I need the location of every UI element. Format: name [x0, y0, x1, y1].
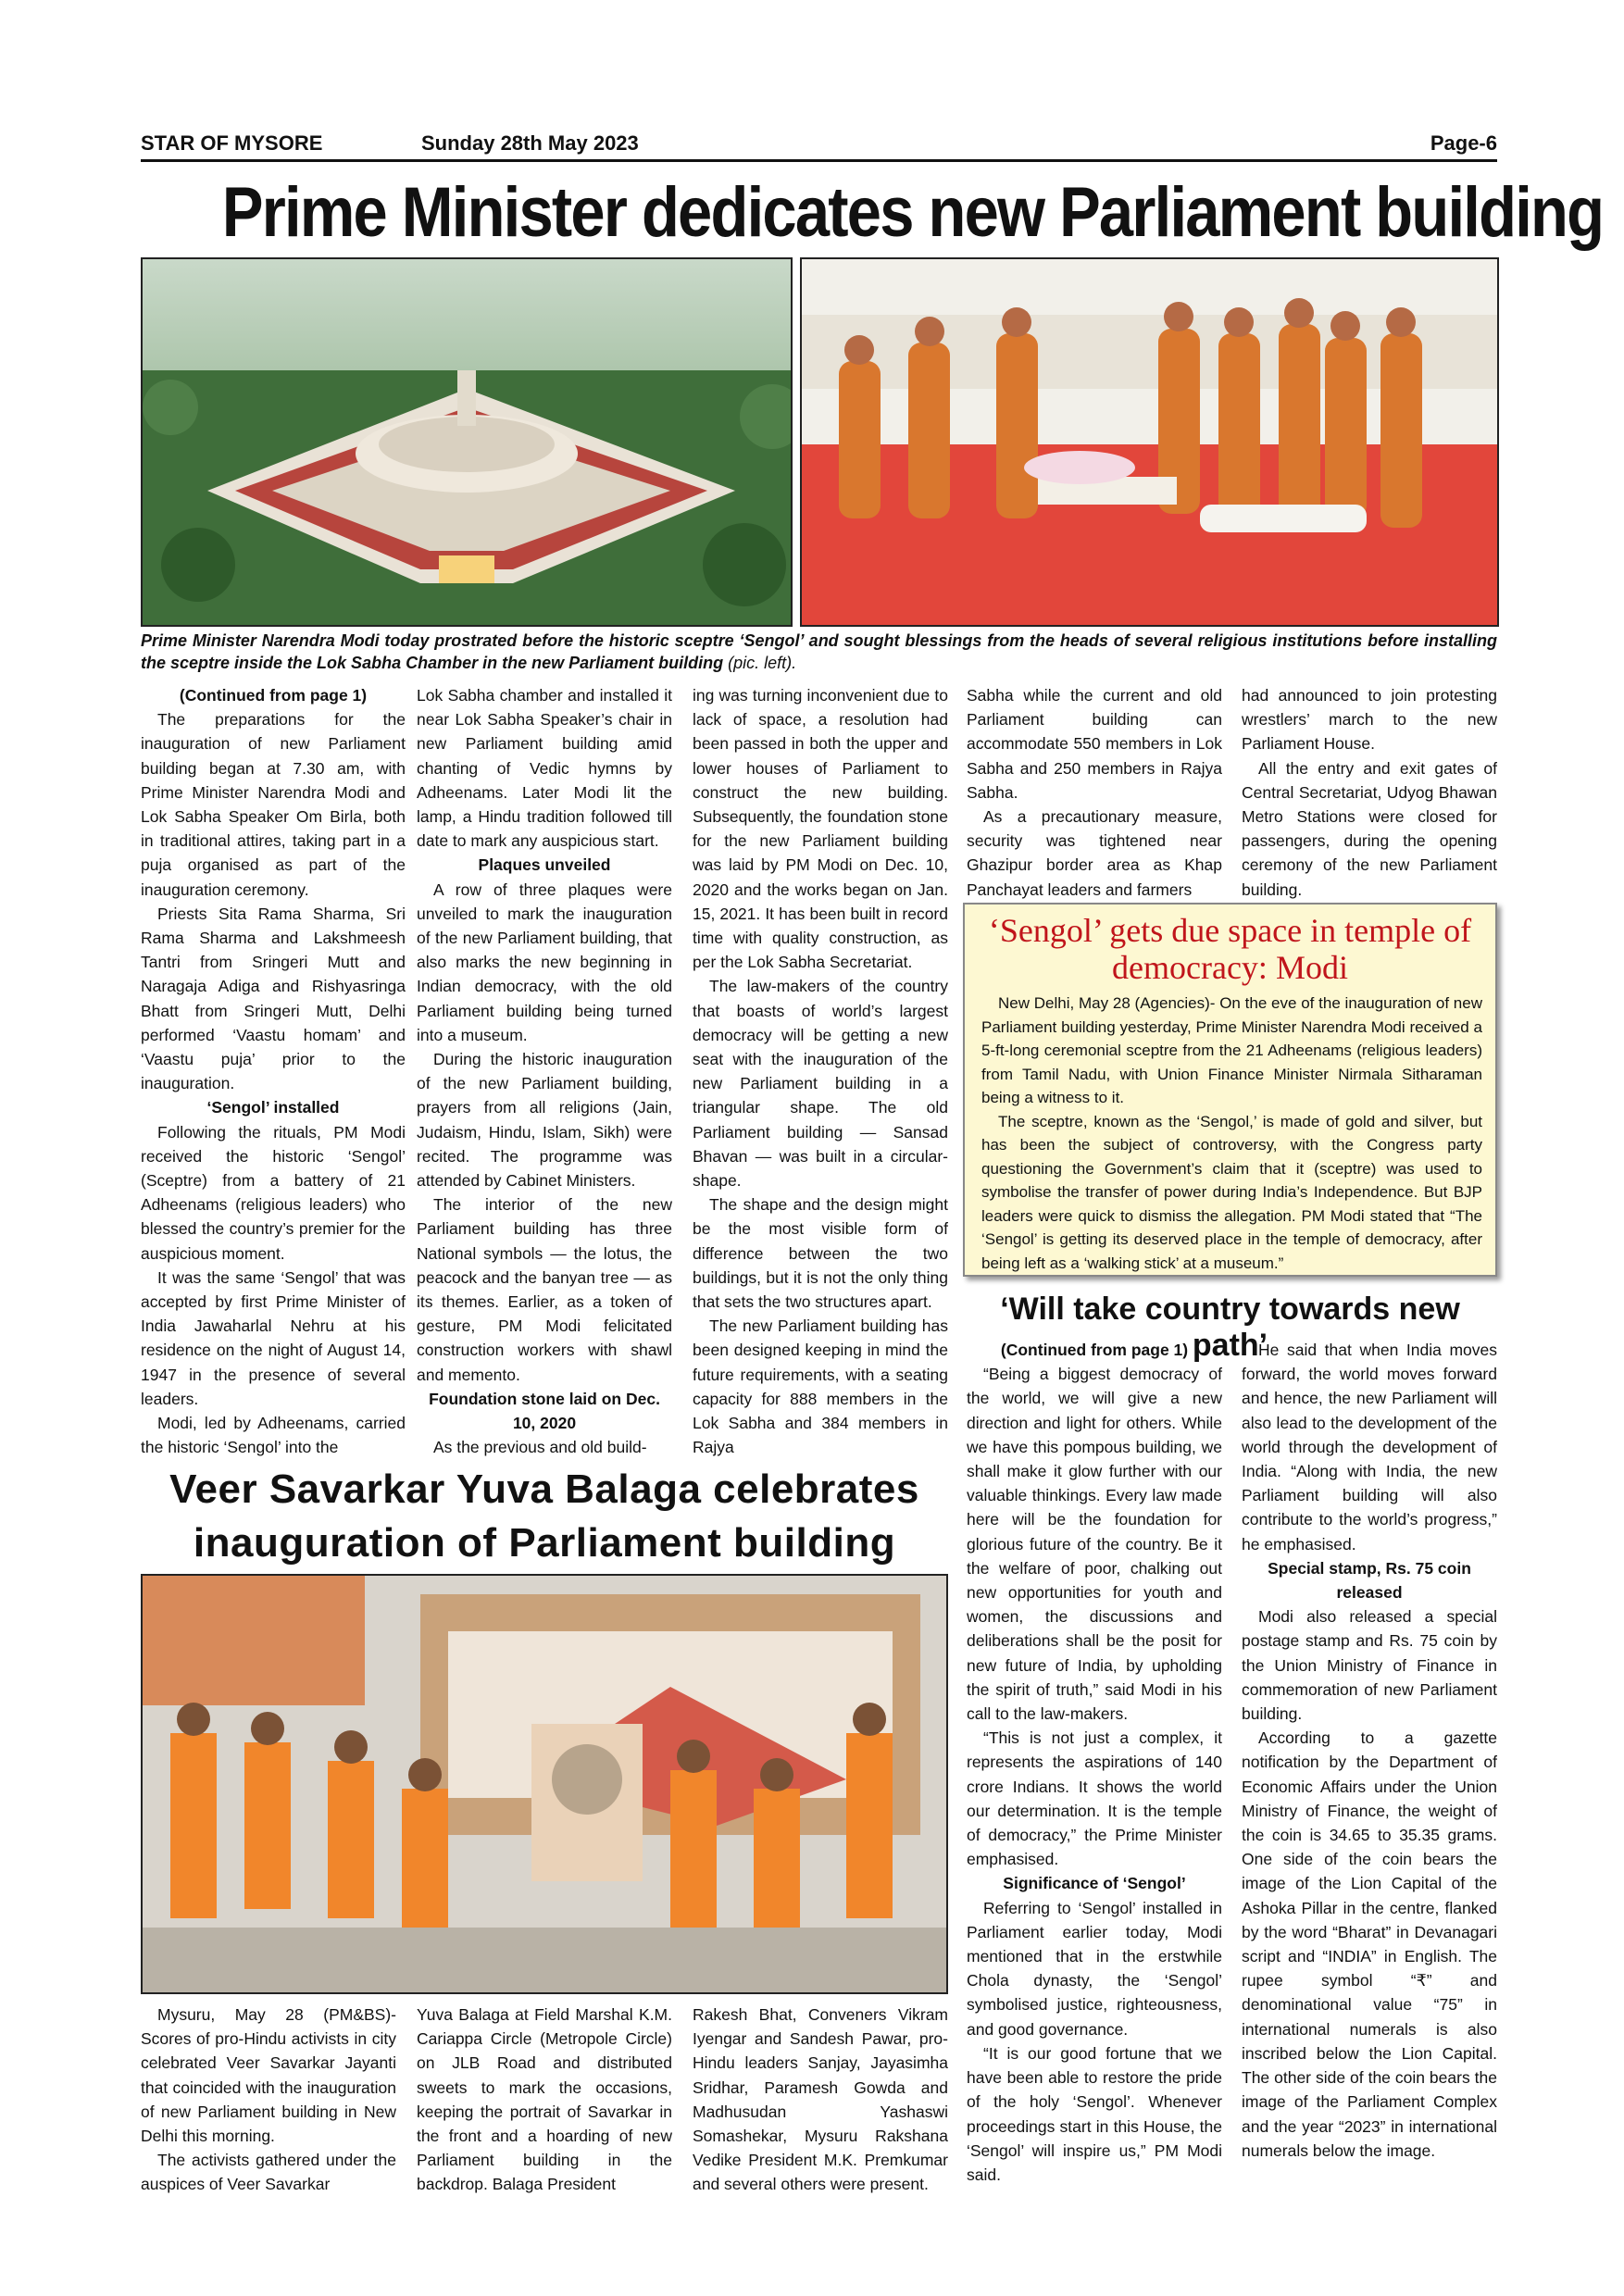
sengol-paragraph: New Delhi, May 28 (Agencies)- On the eve of the inauguration of new Parliament building yesterday, Prime Minister Narendra Modi received a 5-ft-long ceremonial sceptre from the 21 Adheenams (religious leaders) from Tamil Nadu, with Union Finance Minister Nirmala Sitharaman being a witness to it. [981, 994, 1482, 1106]
issue-date: Sunday 28th May 2023 [421, 131, 639, 155]
main-column-3 [693, 683, 948, 1460]
paragraph: Rakesh Bhat, Conveners Vikram Iyengar and Sandesh Pawar, pro-Hindu leaders Sanjay, Jayasimha Sridhar, Paramesh Gowda and Madhusudan Yashaswi Somashekar, Mysuru Rakshana Vedike President M.K. Premkumar and several others were present. [693, 2005, 948, 2194]
paragraph: The new Parliament building has been designed keeping in mind the future requirements, with a seating capacity for 888 members in the Lok Sabha and 384 members in Rajya [693, 1316, 948, 1457]
savarkar-column-1 [141, 2003, 396, 2197]
savarkar-column-2 [417, 2003, 672, 2197]
savarkar-group-photo [141, 1574, 948, 1994]
main-column-1 [141, 683, 406, 1460]
paragraph: Mysuru, May 28 (PM&BS)- Scores of pro-Hindu activists in city celebrated Veer Savarkar Jayanti that coincided with the inauguration of new Parliament building in New Delhi this morning. [141, 2005, 396, 2146]
paragraph: Priests Sita Rama Sharma, Sri Rama Sharma and Lakshmeesh Tantri from Sringeri Mutt and Naragaja Adiga and Rishyasringa Bhatt from Sringeri Mutt, Delhi performed ‘Vaastu homam’ and ‘Vaastu puja’ prior to the inauguration. [141, 904, 406, 1093]
subheading: Foundation stone laid on Dec. 10, 2020 [429, 1389, 660, 1433]
paragraph: The law-makers of the country that boasts of world’s largest democracy will be getting a new seat with the inauguration of the new Parliament building in a triangular shape. The old Parliament building — Sansad Bhavan — was built in a circular-shape. [693, 977, 948, 1191]
paragraph: As the previous and old build- [433, 1438, 647, 1457]
paragraph: As a precautionary measure, security was tightened near Ghazipur border area as Khap Panchayat leaders and farmers [967, 807, 1222, 899]
paragraph: The activists gathered under the auspices of Veer Savarkar [141, 2151, 396, 2194]
paragraph: It was the same ‘Sengol’ that was accepted by first Prime Minister of India Jawaharlal Nehru at his residence on the night of August 14, 1947 in the presence of several leaders. [141, 1267, 406, 1408]
path-column-1 [967, 1338, 1222, 2187]
caption-note: (pic. left). [728, 654, 797, 672]
sengol-paragraph: The sceptre, known as the ‘Sengol,’ is made of gold and silver, but has been the subject of controversy, with the Congress party questioning the Government’s claim that it (sceptre) was used to symbolise the transfer of power during India’s Independence. But BJP leaders were quick to dismiss the allegation. PM Modi stated that “The ‘Sengol’ is getting its deserved place in the temple of democracy, after being left as a ‘walking stick’ at a museum.” [981, 1112, 1482, 1272]
savarkar-title-line1: Veer Savarkar Yuva Balaga celebrates [169, 1466, 919, 1512]
paragraph: Sabha while the current and old Parliament building can accommodate 550 members in Lok Sabha and 250 members in Rajya Sabha. [967, 686, 1222, 802]
paper-name: STAR OF MYSORE [141, 131, 323, 155]
paragraph: Following the rituals, PM Modi received the historic ‘Sengol’ (Sceptre) from a battery of 21 Adheenams (religious leaders) who blessed the country’s premier for the auspicious moment. [141, 1122, 406, 1263]
paragraph: Referring to ‘Sengol’ installed in Parliament earlier today, Modi mentioned that in the erstwhile Chola dynasty, the ‘Sengol’ symbolised justice, righteousness, and good governance. [967, 1898, 1222, 2039]
paragraph: According to a gazette notification by the Department of Economic Affairs under the Union Ministry of Finance, the weight of the coin is 34.65 to 35.35 grams. One side of the coin bears the image of the Lion Capital of the Ashoka Pillar in the centre, flanked by the word “Bharat” in Devanagari script and “INDIA” in English. The rupee symbol “₹” and denominational value “75” in international numerals is also inscribed below the Lion Capital. The other side of the coin bears the image of the Parliament Complex and the year “2023” in international numerals below the image. [1242, 1728, 1497, 2160]
paragraph: “This is not just a complex, it represents the aspirations of 140 crore Indians. It shows the world our determination. It is the temple of democracy,” the Prime Minister emphasised. [967, 1728, 1222, 1869]
paragraph: During the historic inauguration of the new Parliament building, prayers from all religions (Jain, Judaism, Hindu, Islam, Sikh) were recited. The programme was attended by Cabinet Ministers. [417, 1050, 672, 1191]
savarkar-title-line2: inauguration of Parliament building [193, 1520, 896, 1566]
paragraph: Lok Sabha chamber and installed it near Lok Sabha Speaker’s chair in new Parliament building amid chanting of Vedic hymns by Adheenams. Later Modi lit the lamp, a Hindu tradition followed till date to mark any auspicious start. [417, 686, 672, 851]
paragraph: The shape and the design might be the most visible form of difference between the two buildings, but it is not the only thing that sets the two structures apart. [693, 1195, 948, 1312]
sengol-box-title: ‘Sengol’ gets due space in temple of democracy: Modi [988, 912, 1472, 986]
subheading: (Continued from page 1) [1000, 1341, 1189, 1359]
paragraph: “Being a biggest democracy of the world, we will give a new direction and light for others. While we have this pompous building, we shall make it glow further with our valuable thinkings. Every law made here will be the foundation for glorious future of the country. Be it the welfare of poor, chalking out new opportunities for youth and women, the discussions and deliberations shall be the posit for new future of India, by upholding the spirit of truth,” said Modi in his call to the law-makers. [967, 1365, 1222, 1724]
subheading: Plaques unveiled [478, 855, 611, 875]
photo-caption [141, 630, 1497, 674]
main-column-2 [417, 683, 672, 1460]
savarkar-column-3 [693, 2003, 948, 2197]
savarkar-title [141, 1463, 948, 1570]
page-number: Page-6 [1430, 131, 1497, 155]
sengol-box-body [981, 992, 1482, 1275]
caption-text: Prime Minister Narendra Modi today prostrated before the historic sceptre ‘Sengol’ and sought blessings from the heads of several religious institutions before installing the sceptre inside the Lok Sabha Chamber in the new Parliament building [141, 631, 1497, 672]
paragraph: A row of three plaques were unveiled to mark the inauguration of the new Parliament building, that also marks the new beginning in Indian democracy, with the old Parliament building being turned into a museum. [417, 880, 672, 1044]
paragraph: Yuva Balaga at Field Marshal K.M. Cariappa Circle (Metropole Circle) on JLB Road and distributed sweets to mark the occasions, keeping the portrait of Savarkar in the front and a hoarding of new Parliament building in the backdrop. Balaga President [417, 2005, 672, 2194]
paragraph: The interior of the new Parliament building has three National symbols — the lotus, the peacock and the banyan tree — as its themes. Earlier, as a token of gesture, PM Modi felicitated construction workers with shawl and memento. [417, 1195, 672, 1384]
subheading: (Continued from page 1) [179, 686, 368, 705]
main-column-5 [1242, 683, 1497, 902]
header-rule [141, 159, 1497, 162]
paragraph: He said that when India moves forward, the world moves forward and hence, the new Parliament will also lead to the development of the world through the development of India. “Along with India, the new Parliament building will also contribute to the world’s progress,” he emphasised. [1242, 1341, 1497, 1554]
paragraph: had announced to join protesting wrestlers’ march to the new Parliament House. [1242, 686, 1497, 754]
sengol-box [963, 903, 1497, 1277]
main-column-4 [967, 683, 1222, 902]
subheading: ‘Sengol’ installed [206, 1098, 340, 1117]
paragraph: Modi, led by Adheenams, carried the historic ‘Sengol’ into the [141, 1414, 406, 1457]
paragraph: All the entry and exit gates of Central Secretariat, Udyog Bhawan Metro Stations were closed for passengers, during the opening ceremony of the new Parliament building. [1242, 758, 1497, 899]
paragraph: Modi also released a special postage stamp and Rs. 75 coin by the Union Ministry of Finance in commemoration of new Parliament building. [1242, 1607, 1497, 1724]
sengol-ceremony-photo [800, 257, 1499, 627]
main-headline: Prime Minister dedicates new Parliament building [221, 173, 1604, 252]
path-column-2 [1242, 1338, 1497, 2163]
subheading: Significance of ‘Sengol’ [1003, 1874, 1186, 1893]
paragraph: The preparations for the inauguration of new Parliament building began at 7.30 am, with Prime Minister Narendra Modi and Lok Sabha Speaker Om Birla, both in traditional attires, taking part in a puja organised as part of the inauguration ceremony. [141, 710, 406, 899]
subheading: Special stamp, Rs. 75 coin released [1268, 1558, 1471, 1603]
path-story-title: ‘Will take country towards new path’ [1000, 1292, 1460, 1363]
parliament-photo [141, 257, 793, 627]
paragraph: ing was turning inconvenient due to lack of space, a resolution had been passed in both the upper and lower houses of Parliament to construct the new building. Subsequently, the foundation stone for the new Parliament building was laid by PM Modi on Dec. 10, 2020 and the works began on Jan. 15, 2021. It has been built in record time with quality construction, as per the Lok Sabha Secretariat. [693, 686, 948, 972]
paragraph: “It is our good fortune that we have been able to restore the pride of the holy ‘Sengol’. Whenever proceedings start in this House, the ‘Sengol’ will inspire us,” PM Modi said. [967, 2043, 1222, 2184]
